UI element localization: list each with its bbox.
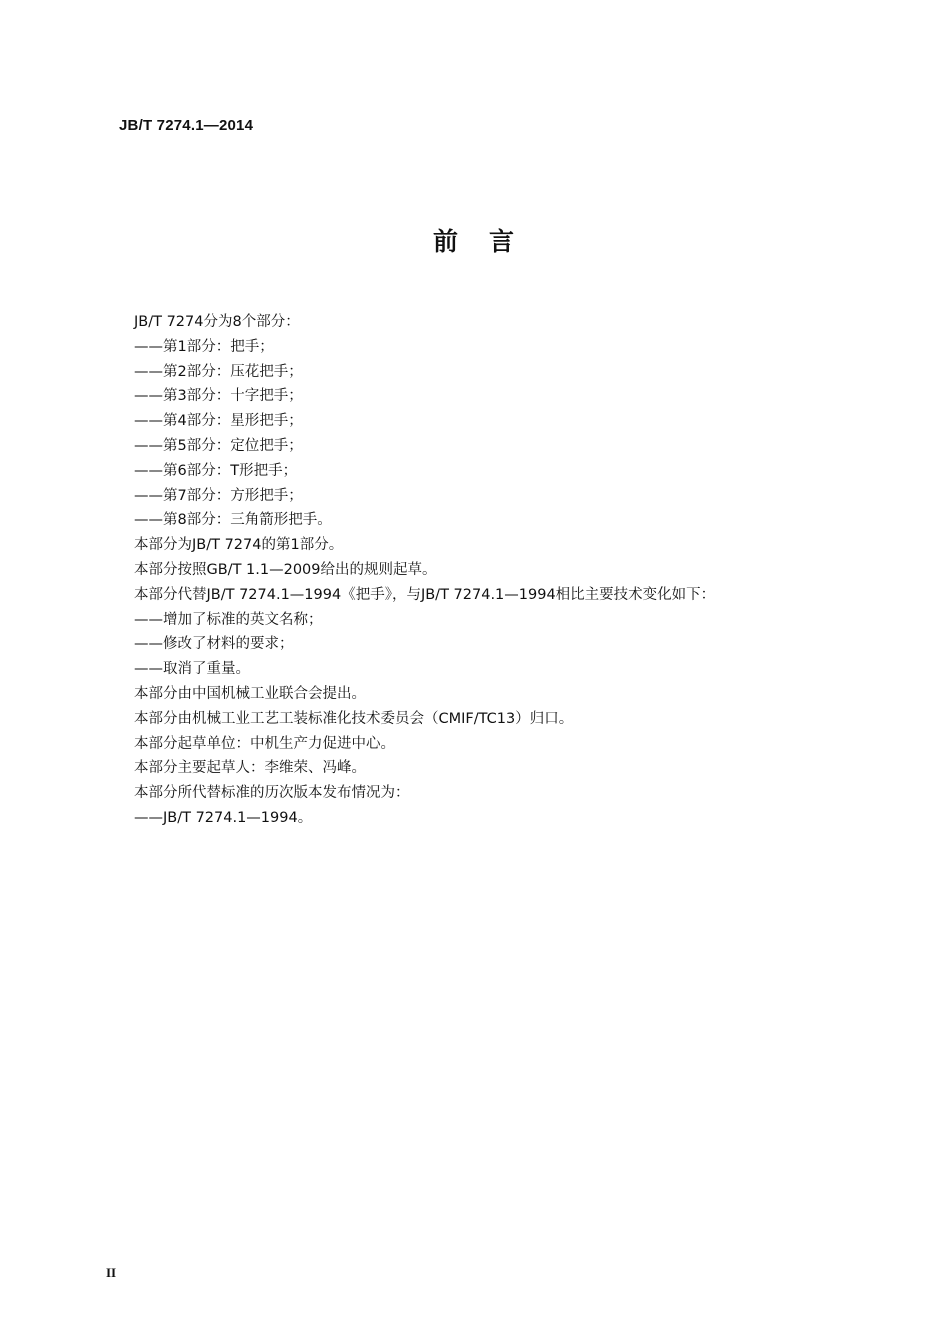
part-list-item: ——第1部分：把手； (134, 338, 274, 355)
part-list-item: ——第6部分：T形把手； (134, 462, 298, 479)
part-list-item: ——第4部分：星形把手； (134, 413, 303, 430)
paragraph-line: 本部分主要起草人：李维荣、冯峰。 (134, 760, 366, 777)
part-list-item: ——第5部分：定位把手； (134, 437, 303, 454)
part-list-item: ——第2部分：压花把手； (134, 363, 303, 380)
paragraph-line: 本部分所代替标准的历次版本发布情况为： (134, 785, 410, 802)
part-list-item: ——第7部分：方形把手； (134, 487, 303, 504)
change-list-item: ——取消了重量。 (134, 661, 250, 678)
paragraph-line: 本部分由机械工业工艺工装标准化技术委员会（CMIF/TC13）归口。 (134, 710, 574, 727)
foreword-body (134, 310, 834, 831)
change-list-item: ——增加了标准的英文名称； (134, 611, 323, 628)
paragraph-line: 本部分为JB/T 7274的第1部分。 (134, 537, 344, 554)
paragraph-line: 本部分代替JB/T 7274.1—1994《把手》，与JB/T 7274.1—1994相比主要技术变化如下： (134, 586, 716, 603)
part-list-item: ——第8部分：三角箭形把手。 (134, 512, 332, 529)
paragraph-line: 本部分起草单位：中机生产力促进中心。 (134, 735, 395, 752)
paragraph-line: 本部分由中国机械工业联合会提出。 (134, 685, 366, 702)
version-list-item: ——JB/T 7274.1—1994。 (134, 809, 313, 826)
change-list-item: ——修改了材料的要求； (134, 636, 294, 653)
paragraph-line: 本部分按照GB/T 1.1—2009给出的规则起草。 (134, 561, 437, 578)
paragraph-line: JB/T 7274分为8个部分： (134, 314, 300, 330)
page-number: II (106, 1265, 117, 1280)
document-id-header: JB/T 7274.1—2014 (119, 117, 254, 134)
page-title: 前 言 (432, 227, 517, 256)
part-list-item: ——第3部分：十字把手； (134, 388, 303, 405)
